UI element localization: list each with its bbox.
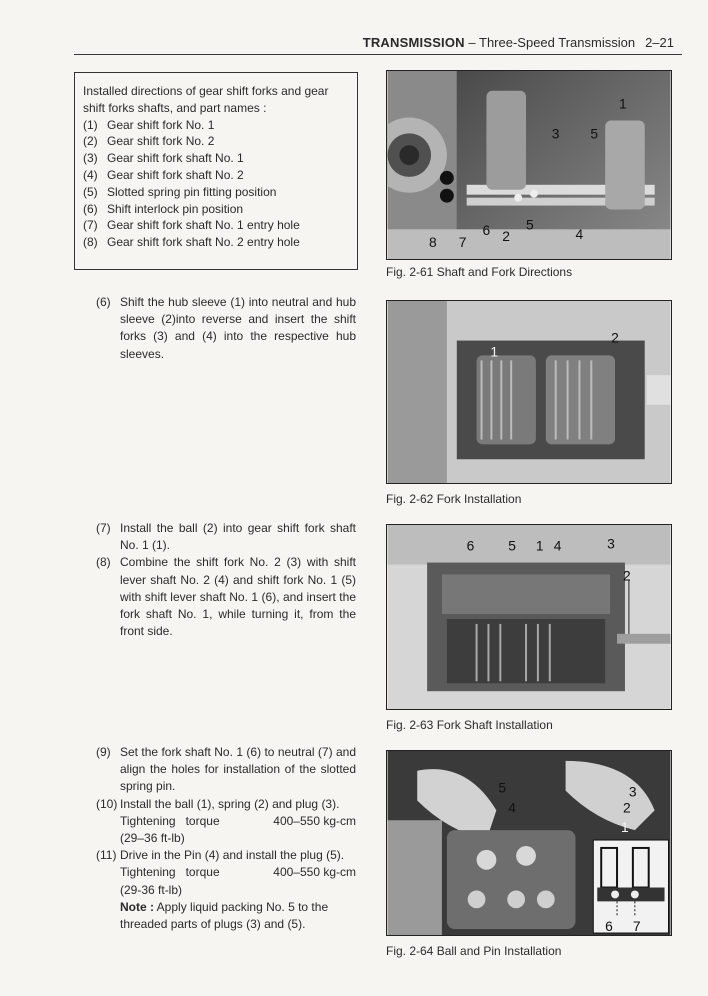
torque-value: 400–550 kg-cm [273,813,356,828]
step-text: Install the ball (1), spring (2) and plug (3). [120,796,340,811]
fig63-label-2: 2 [622,567,631,584]
torque-value: 400–550 kg-cm [273,865,356,880]
item-number: (3) [83,151,98,166]
list-item [83,184,349,201]
figure-2-64-caption: Fig. 2-64 Ball and Pin Installation [386,944,562,958]
step-number: (9) [96,745,111,759]
figure-2-62-photo [386,300,672,484]
figure-2-62-image [387,301,671,483]
header-line [363,35,674,50]
item-text: Gear shift fork shaft No. 2 entry hole [107,235,300,250]
figure-2-61-image [387,71,671,259]
fig61-label-7: 7 [458,234,467,251]
steps-9-11 [96,744,356,933]
part-names-box [74,72,358,270]
fig64-label-6: 6 [605,918,613,935]
item-text: Gear shift fork No. 1 [107,117,215,132]
item-text: Gear shift fork shaft No. 2 [107,167,244,182]
fig64-label-1: 1 [621,819,629,836]
box-intro-line1: Installed directions of gear shift forks and gear [83,84,329,98]
step-text: Combine the shift fork No. 2 (3) with shift lever shaft No. 2 (4) and shift fork No. 1 (5) with shift lever shaft No. 1 (6), and insert the fork shaft No. 1, while turning it, from the front side. [120,555,356,639]
fig64-label-4: 4 [508,799,516,816]
fig63-label-4: 4 [553,537,562,554]
list-item [83,217,349,234]
fig61-label-4: 4 [575,226,584,243]
fig63-label-5: 5 [508,537,516,554]
figure-2-63-image [387,525,671,709]
note [96,899,356,933]
fig61-label-8: 8 [429,234,437,251]
fig61-label-5b: 5 [526,216,534,233]
item-number: (5) [83,184,98,199]
figure-2-61-caption: Fig. 2-61 Shaft and Fork Directions [386,265,573,279]
fig63-label-3: 3 [607,535,615,552]
torque-alt-11: (29-36 ft-lb) [120,882,183,897]
section-title: TRANSMISSION [362,35,465,50]
step-number: (10) [96,796,118,811]
fig64-label-2: 2 [622,799,631,816]
figure-2-61-photo [386,70,672,260]
step-number: (11) [96,848,117,863]
fig63-label-6: 6 [466,537,475,554]
step-number: (7) [96,521,111,535]
item-text: Shift interlock pin position [107,201,244,216]
list-item [83,150,349,167]
step-9 [96,744,356,796]
figure-2-64-photo [386,750,672,936]
step-text: Set the fork shaft No. 1 (6) to neutral (7) and align the holes for installation of the slotted spring pin. [120,745,356,794]
list-item [83,234,349,251]
list-item [83,167,349,184]
item-text: Gear shift fork No. 2 [107,134,215,149]
page-number: 2–21 [645,35,674,50]
fig61-label-1: 1 [619,95,627,112]
figure-2-63-caption: Fig. 2-63 Fork Shaft Installation [386,718,553,732]
fig61-label-2: 2 [502,228,510,245]
item-number: (6) [83,201,98,216]
box-intro-line2: shift forks shafts, and part names : [83,100,267,115]
torque-alt-10: (29–36 ft-lb) [120,831,185,846]
fig61-label-6: 6 [482,222,491,239]
torque-label: Tightening torque [120,813,220,828]
item-text: Slotted spring pin fitting position [107,184,277,199]
step-7 [96,520,356,554]
list-item [83,117,349,134]
item-number: (7) [83,218,98,233]
fig62-label-2: 2 [611,329,619,346]
fig62-label-1: 1 [490,343,499,360]
item-text: Gear shift fork shaft No. 1 entry hole [107,218,300,233]
fig61-label-5a: 5 [590,125,599,142]
page-header [74,34,682,55]
item-number: (4) [83,167,98,182]
figure-2-63-photo [386,524,672,710]
figure-2-64-image [387,751,671,935]
item-number: (2) [83,134,98,149]
note-label: Note : [120,899,154,914]
step-number: (8) [96,555,111,570]
step-6 [96,294,356,363]
fig64-label-3: 3 [628,783,637,800]
list-item [83,133,349,150]
torque-label: Tightening torque [120,865,220,880]
list-item [83,201,349,218]
steps-7-8 [96,520,356,640]
fig61-label-3: 3 [551,125,560,142]
step-text: Install the ball (2) into gear shift fork shaft No. 1 (1). [120,521,356,553]
step-8 [96,554,356,640]
step-text: Drive in the Pin (4) and install the plug (5). [120,848,345,863]
torque-spec-10 [96,813,356,830]
section-subtitle: – Three-Speed Transmission [464,35,636,50]
fig64-label-5: 5 [498,779,507,796]
step-11 [96,847,356,864]
step-10 [96,796,356,813]
fig64-label-7: 7 [632,918,641,935]
fig63-label-1: 1 [535,537,544,554]
step-number: (6) [96,295,111,309]
item-text: Gear shift fork shaft No. 1 [107,151,244,166]
item-number: (8) [83,235,98,250]
step-text: Shift the hub sleeve (1) into neutral and hub sleeve (2)into reverse and insert the shift forks (3) and (4) into the respective hub sleeves. [120,295,356,361]
figure-2-62-caption: Fig. 2-62 Fork Installation [386,492,522,506]
item-number: (1) [83,117,98,132]
note-text: Apply liquid packing No. 5 to the threaded parts of plugs (3) and (5). [120,899,329,932]
torque-spec-11 [96,864,356,881]
